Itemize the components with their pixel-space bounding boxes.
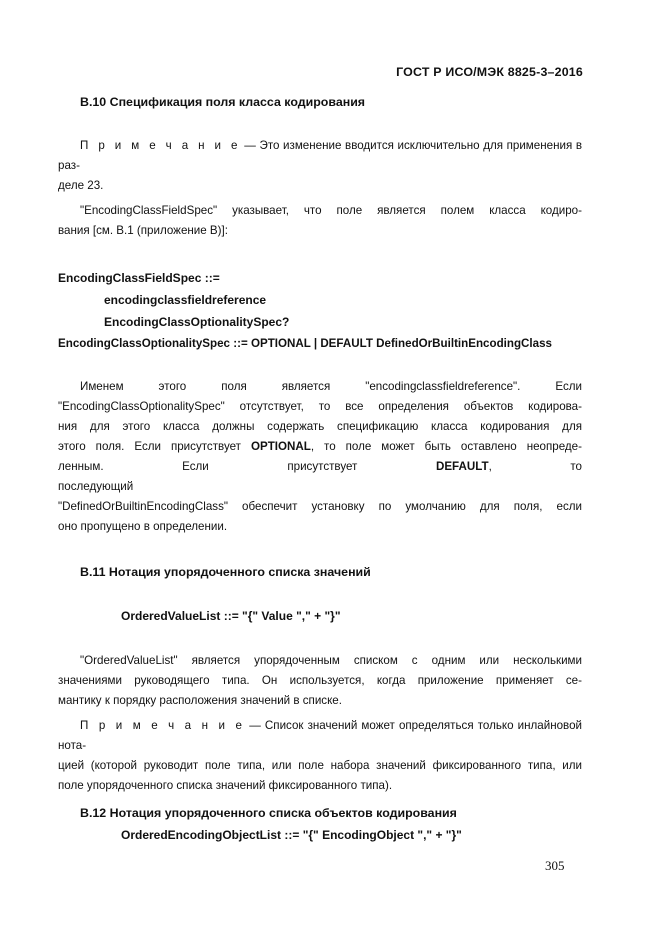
code-ordered-encoding-object-list: OrderedEncodingObjectList ::= "{" EncodingObject "," + "}"	[121, 828, 462, 842]
page-number: 305	[545, 858, 565, 873]
section-heading-b11: В.11 Нотация упорядоченного списка значений	[80, 565, 371, 579]
paragraph-line	[58, 651, 582, 671]
code-line-1: EncodingClassFieldSpec ::=	[58, 271, 220, 285]
paragraph-text: Именем этого поля является "encodingclassfieldreference". Если	[80, 380, 582, 393]
note-b10-line-2: деле 23.	[58, 179, 104, 192]
paragraph-line	[58, 437, 582, 457]
paragraph-text: , то последующий	[58, 460, 582, 493]
paragraph-line	[58, 201, 582, 221]
paragraph-line: ния для этого класса должны содержать спецификацию класса кодирования для	[58, 420, 582, 433]
keyword-default: DEFAULT	[435, 460, 489, 473]
paragraph-b11-1	[58, 651, 582, 711]
note-dash: —	[245, 719, 265, 732]
paragraph-text: этого поля. Если присутствует	[58, 440, 251, 453]
note-text: Это изменение вводится исключительно для применения в раз-	[58, 139, 582, 172]
note-line: цией (которой руководит поле типа, или поле набора значений фиксированного типа, или	[58, 759, 582, 772]
paragraph-text: , то поле может быть оставлено неопреде-	[310, 440, 582, 453]
note-line	[58, 716, 582, 756]
note-label: П р и м е ч а н и е	[80, 139, 241, 152]
paragraph-line	[58, 457, 582, 497]
paragraph-text: ленным. Если присутствует	[58, 460, 436, 473]
note-line: поле упорядоченного списка значений фиксированного типа).	[58, 779, 393, 792]
note-dash: —	[240, 139, 260, 152]
paragraph-line	[58, 377, 582, 397]
paragraph-text: вания [см. В.1 (приложение В)]:	[58, 224, 228, 237]
code-line-4: EncodingClassOptionalitySpec ::= OPTIONAL | DEFAULT DefinedOrBuiltinEncodingClass	[58, 337, 552, 350]
keyword-optional: OPTIONAL	[250, 440, 311, 453]
paragraph-line: значениями руководящего типа. Он используется, когда приложение применяет се-	[58, 674, 582, 687]
note-b11	[58, 716, 582, 796]
code-line-3: EncodingClassOptionalitySpec?	[104, 315, 290, 329]
paragraph-text: "OrderedValueList" является упорядоченным списком с одним или несколькими	[80, 654, 582, 667]
section-heading-b10: В.10 Спецификация поля класса кодирования	[80, 95, 366, 109]
code-line-2: encodingclassfieldreference	[104, 293, 267, 307]
note-label: П р и м е ч а н и е	[80, 719, 246, 732]
paragraph-line: мантику к порядку расположения значений в списке.	[58, 694, 342, 707]
paragraph-line: "DefinedOrBuiltinEncodingClass" обеспечит установку по умолчанию для поля, если	[58, 500, 582, 513]
code-ordered-value-list: OrderedValueList ::= "{" Value "," + "}"	[121, 609, 341, 623]
note-b10-line-1	[58, 136, 582, 176]
standard-header: ГОСТ Р ИСО/МЭК 8825-3–2016	[396, 65, 583, 79]
paragraph-line: оно пропущено в определении.	[58, 520, 228, 533]
paragraph-line: "EncodingClassOptionalitySpec" отсутствует, то все определения объектов кодирова-	[58, 400, 582, 413]
paragraph-b10-1	[58, 201, 582, 241]
note-text: Список значений может определяться только инлайновой нота-	[58, 719, 582, 752]
paragraph-text: "EncodingClassFieldSpec" указывает, что поле является полем класса кодиро-	[80, 204, 582, 217]
paragraph-b10-2	[58, 377, 582, 537]
section-heading-b12: В.12 Нотация упорядоченного списка объектов кодирования	[80, 806, 457, 820]
note-b10	[58, 136, 582, 196]
